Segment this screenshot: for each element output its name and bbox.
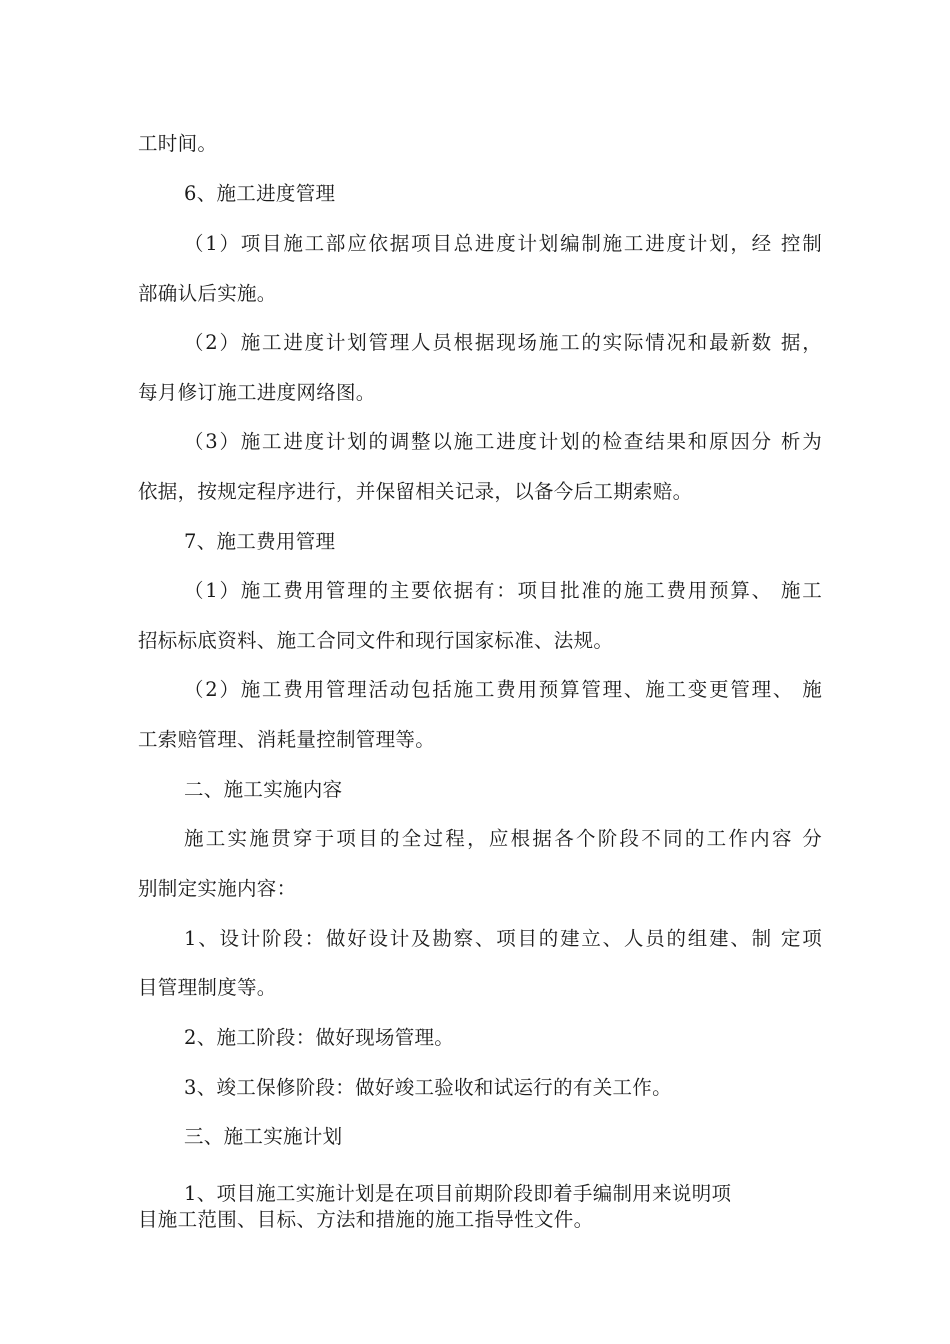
- body-text-line: 2、施工阶段：做好现场管理。: [184, 1026, 455, 1049]
- body-text-line: 施工实施贯穿于项目的全过程，应根据各个阶段不同的工作内容 分: [184, 827, 822, 850]
- body-text-line: 1、设计阶段：做好设计及勘察、项目的建立、人员的组建、制 定项: [184, 927, 822, 950]
- body-text-line: 部确认后实施。: [138, 282, 277, 305]
- body-text-line: 每月修订施工进度网络图。: [138, 381, 376, 404]
- body-text-line: （1）项目施工部应依据项目总进度计划编制施工进度计划，经 控制: [184, 232, 822, 255]
- section-heading: 三、施工实施计划: [184, 1125, 343, 1148]
- body-text-line: 3、竣工保修阶段：做好竣工验收和试运行的有关工作。: [184, 1076, 672, 1099]
- body-text-line: 目施工范围、目标、方法和措施的施工指导性文件。: [138, 1208, 594, 1231]
- body-text-line: 招标标底资料、施工合同文件和现行国家标准、法规。: [138, 629, 614, 652]
- section-heading: 7、施工费用管理: [184, 530, 336, 553]
- body-text-line: （3）施工进度计划的调整以施工进度计划的检查结果和原因分 析为: [184, 430, 822, 453]
- body-text-line: （2）施工进度计划管理人员根据现场施工的实际情况和最新数 据，: [184, 331, 822, 354]
- body-text-line: （2）施工费用管理活动包括施工费用预算管理、施工变更管理、 施: [184, 678, 822, 701]
- body-text-line: （1）施工费用管理的主要依据有：项目批准的施工费用预算、 施工: [184, 579, 822, 602]
- body-text-line: 1、项目施工实施计划是在项目前期阶段即着手编制用来说明项: [184, 1182, 732, 1205]
- body-text-line: 工索赔管理、消耗量控制管理等。: [138, 728, 436, 751]
- body-text-line: 工时间。: [138, 132, 218, 155]
- body-text-line: 别制定实施内容：: [138, 877, 297, 900]
- section-heading: 二、施工实施内容: [184, 778, 343, 801]
- section-heading: 6、施工进度管理: [184, 182, 336, 205]
- body-text-line: 依据，按规定程序进行，并保留相关记录，以备今后工期索赔。: [138, 480, 693, 503]
- body-text-line: 目管理制度等。: [138, 976, 277, 999]
